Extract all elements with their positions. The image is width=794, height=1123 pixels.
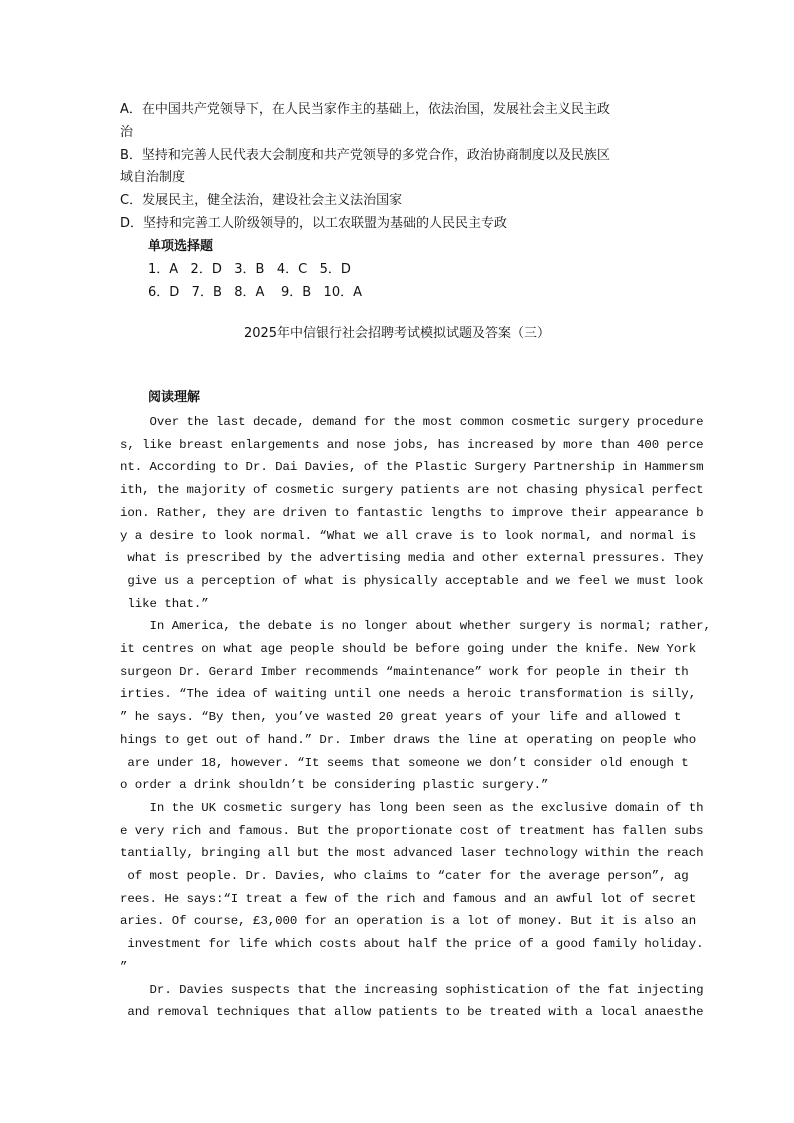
- reading-line: In America, the debate is no longer about whether surgery is normal; rather,: [120, 619, 711, 634]
- answers-row-1: 1．A 2．D 3．B 4．C 5．D: [148, 262, 351, 277]
- reading-line: rees. He says:“I treat a few of the rich and famous and an awful lot of secret: [120, 891, 697, 906]
- reading-line: of most people. Dr. Davies, who claims to “cater for the average person”, ag: [120, 869, 689, 883]
- reading-line: y a desire to look normal. “What we all crave is to look normal, and normal is: [120, 528, 697, 543]
- reading-line: nt. According to Dr. Dai Davies, of the Plastic Surgery Partnership in Hammersm: [120, 460, 704, 475]
- reading-line: ” he says. “By then, you’ve wasted 20 great years of your life and allowed t: [120, 710, 682, 725]
- reading-line: it centres on what age people should be before going under the knife. New York: [120, 642, 697, 656]
- option-b-line1: B．坚持和完善人民代表大会制度和共产党领导的多党合作，政治协商制度以及民族区: [120, 148, 610, 163]
- reading-heading: 阅读理解: [148, 390, 201, 405]
- reading-line: Over the last decade, demand for the most common cosmetic surgery procedure: [120, 415, 704, 429]
- reading-line: o order a drink shouldn’t be considering plastic surgery.”: [120, 778, 549, 793]
- reading-line: hings to get out of hand.” Dr. Imber draws the line at operating on people who: [120, 732, 697, 747]
- reading-line: irties. “The idea of waiting until one needs a heroic transformation is silly,: [120, 687, 697, 702]
- option-d: D．坚持和完善工人阶级领导的，以工农联盟为基础的人民民主专政: [120, 216, 508, 231]
- reading-line: what is prescribed by the advertising media and other external pressures. They: [120, 551, 704, 566]
- option-a-line2: 治: [120, 125, 134, 140]
- reading-line: and removal techniques that allow patients to be treated with a local anaesthe: [120, 1005, 704, 1020]
- reading-line: investment for life which costs about half the price of a good family holiday.: [120, 937, 704, 952]
- reading-line: aries. Of course, £3,000 for an operation is a lot of money. But it is also an: [120, 914, 697, 929]
- reading-line: ”: [120, 959, 128, 974]
- answers-heading: 单项选择题: [148, 239, 214, 254]
- reading-line: e very rich and famous. But the proportionate cost of treatment has fallen subs: [120, 823, 704, 838]
- reading-line: give us a perception of what is physically acceptable and we feel we must look: [120, 573, 704, 588]
- option-c: C．发展民主，健全法治，建设社会主义法治国家: [120, 193, 403, 208]
- reading-line: s, like breast enlargements and nose jobs, has increased by more than 400 perce: [120, 437, 704, 452]
- reading-line: tantially, bringing all but the most advanced laser technology within the reach: [120, 846, 704, 861]
- reading-line: ion. Rather, they are driven to fantastic lengths to improve their appearance b: [120, 505, 704, 520]
- option-a-line1: A．在中国共产党领导下，在人民当家作主的基础上，依法治国，发展社会主义民主政: [120, 102, 610, 117]
- reading-line: surgeon Dr. Gerard Imber recommends “maintenance” work for people in their th: [120, 664, 689, 679]
- reading-line: like that.”: [120, 596, 209, 611]
- section-title: 2025年中信银行社会招聘考试模拟试题及答案（三）: [243, 326, 551, 341]
- answers-row-2: 6．D 7．B 8．A 9．B 10．A: [148, 285, 362, 300]
- option-b-line2: 域自治制度: [120, 170, 186, 185]
- reading-line: In the UK cosmetic surgery has long been seen as the exclusive domain of th: [120, 800, 704, 815]
- reading-line: Dr. Davies suspects that the increasing sophistication of the fat injecting: [120, 982, 704, 997]
- reading-line: ith, the majority of cosmetic surgery patients are not chasing physical perfect: [120, 483, 704, 498]
- reading-line: are under 18, however. “It seems that someone we don’t consider old enough t: [120, 755, 689, 770]
